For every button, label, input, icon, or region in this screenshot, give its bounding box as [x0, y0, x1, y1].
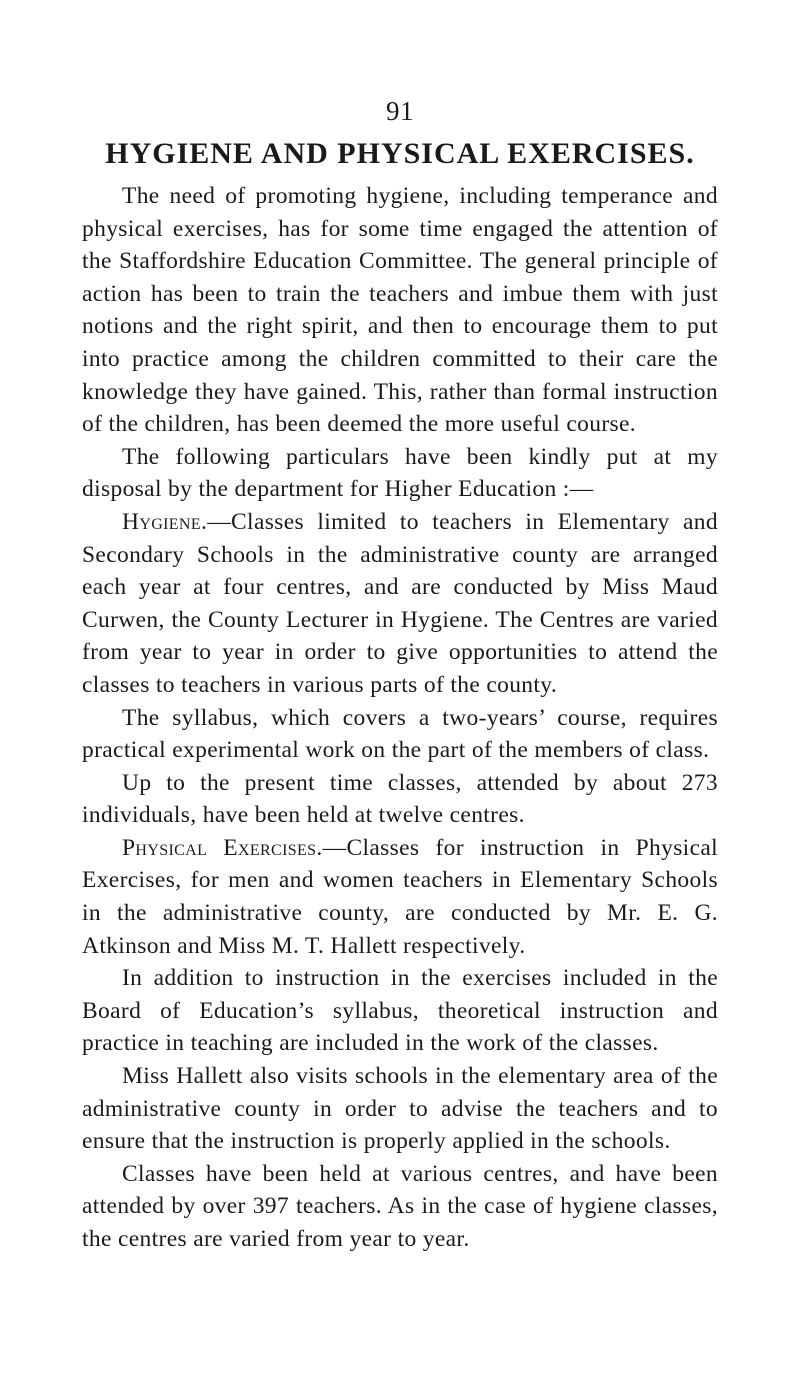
body-text: [82, 180, 718, 1256]
paragraph-text: In addition to instruction in the exercises included in the Board of Education’s syllabus, theoretical instruction and practice in teaching are included in the work of the classes.: [82, 965, 718, 1057]
paragraph-particulars: [82, 441, 718, 506]
paragraph-text: —Classes limited to teachers in Elementary and Secondary Schools in the administrative county are arranged each year at four centres, and are conducted by Miss Maud Curwen, the County Lecturer in Hygiene. The Centres are varied from year to year in order to give opportunities to attend the classes to teachers in various parts of the county.: [82, 508, 718, 698]
paragraph-text: Up to the present time classes, attended by about 273 individuals, have been held at twelve centres.: [82, 769, 718, 829]
section-lead-hygiene: Hygiene.: [122, 508, 208, 535]
page-title: HYGIENE AND PHYSICAL EXERCISES.: [105, 137, 695, 170]
paragraph-text: Miss Hallett also visits schools in the elementary area of the administrative county in order to advise the teachers and to ensure that the instruction is properly applied in the schools.: [82, 1063, 718, 1155]
paragraph-syllabus: [82, 702, 718, 767]
section-lead-physical-exercises: Physical Exercises.: [122, 834, 323, 861]
paragraph-text: The need of promoting hygiene, including temperance and physical exercises, has for some time engaged the attention of the Staffordshire Education Committee. The general principle of action has been to train the teachers and imbue them with just notions and the right spirit, and then to encourage them to put into practice among the children committed to their care the knowledge they have gained. This, rather than formal instruction of the children, has been deemed the more useful course.: [82, 183, 718, 438]
page-number: 91: [386, 96, 414, 126]
paragraph-text: The syllabus, which covers a two-years’ course, requires practical experimental work on the part of the members of class.: [82, 704, 718, 764]
paragraph-attendance: [82, 767, 718, 832]
paragraph-physical-exercises: [82, 832, 718, 962]
paragraph-hygiene: [82, 506, 718, 702]
paragraph-text: Classes have been held at various centres, and have been attended by over 397 teachers. As in the case of hygiene classes, the centres are varied from year to year.: [82, 1160, 718, 1252]
paragraph-text: —Classes for instruction in Physical Exercises, for men and women teachers in Elementary Schools in the administrative county, are conducted by Mr. E. G. Atkinson and Miss M. T. Hallett respectively.: [82, 834, 719, 959]
paragraph-intro: [82, 180, 718, 441]
paragraph-visits: [82, 1060, 718, 1158]
paragraph-instruction: [82, 962, 718, 1060]
paragraph-classes-held: [82, 1158, 718, 1256]
paragraph-text: The following particulars have been kindly put at my disposal by the department for Higher Education :—: [82, 443, 718, 503]
